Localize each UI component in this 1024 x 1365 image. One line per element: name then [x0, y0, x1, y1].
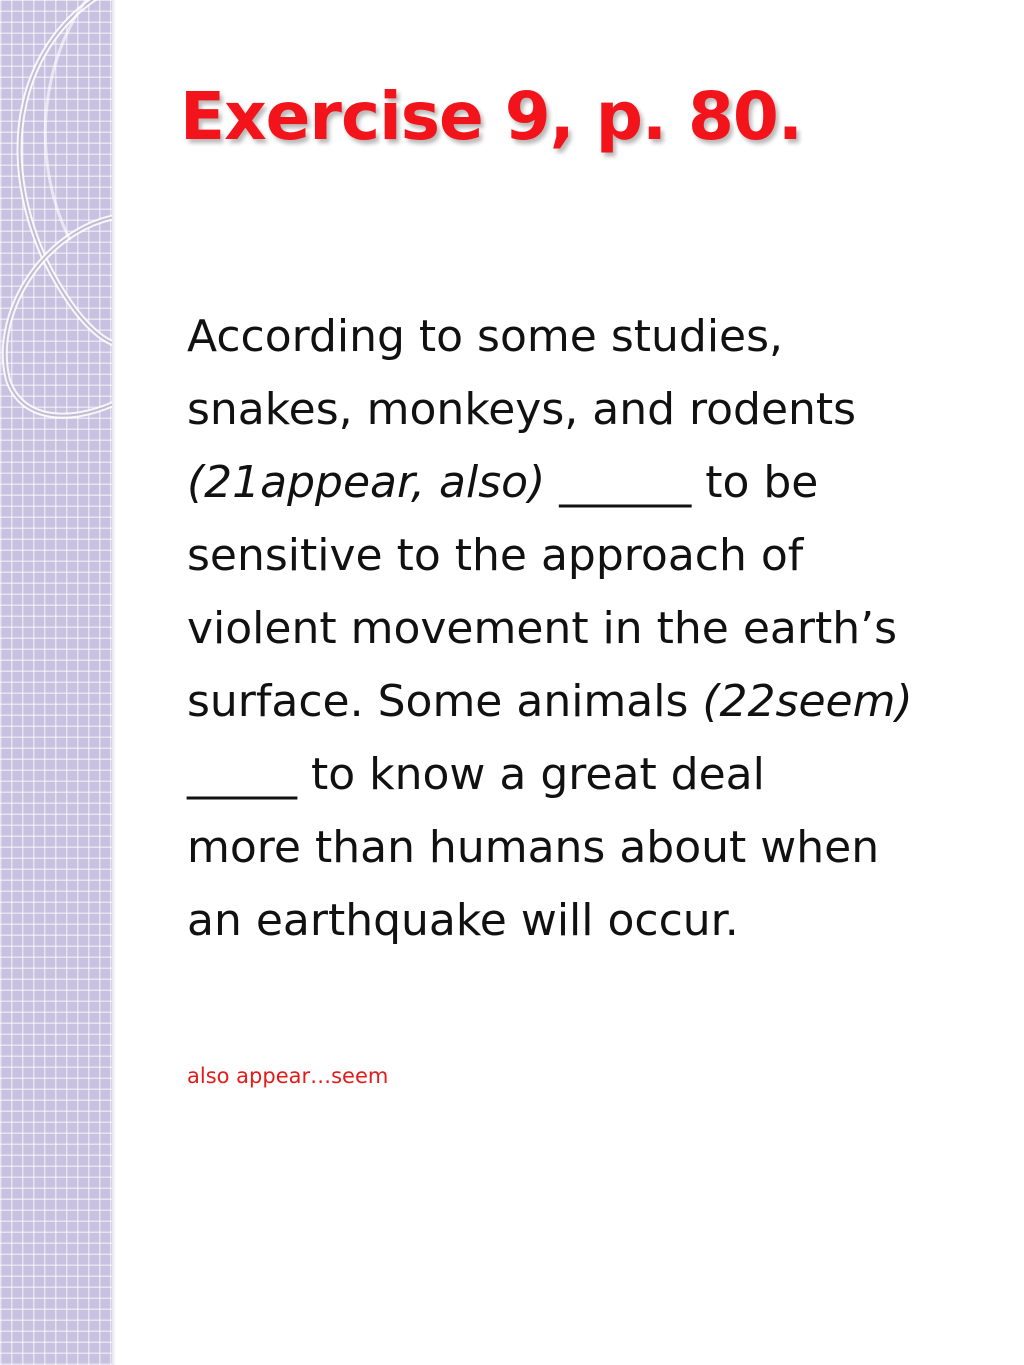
text-span: snakes, monkeys, and rodents	[187, 384, 857, 435]
text-line	[187, 373, 987, 446]
text-line	[187, 738, 987, 811]
sidebar-edge	[112, 0, 116, 1365]
text-line	[187, 446, 987, 519]
verb-cue: (22seem)	[702, 676, 913, 727]
text-line	[187, 300, 987, 373]
text-line	[187, 519, 987, 592]
text-span: violent movement in the earth’s	[187, 603, 898, 654]
text-line	[187, 592, 987, 665]
text-line	[187, 884, 987, 957]
slide-title: Exercise 9, p. 80.	[180, 78, 802, 155]
swirl-decoration-icon	[0, 0, 112, 1365]
decorative-sidebar	[0, 0, 112, 1365]
text-span: an earthquake will occur.	[187, 895, 739, 946]
text-line	[187, 811, 987, 884]
answer-note: also appear…seem	[187, 1064, 389, 1088]
text-line	[187, 665, 987, 738]
text-span: sensitive to the approach of	[187, 530, 804, 581]
text-span: more than humans about when	[187, 822, 880, 873]
text-span: According to some studies,	[187, 311, 784, 362]
text-span: surface. Some animals	[187, 676, 703, 727]
verb-cue: (21appear, also)	[187, 457, 546, 508]
exercise-text	[187, 300, 987, 957]
text-span: ______ to be	[545, 457, 819, 508]
text-span: _____ to know a great deal	[187, 749, 765, 800]
